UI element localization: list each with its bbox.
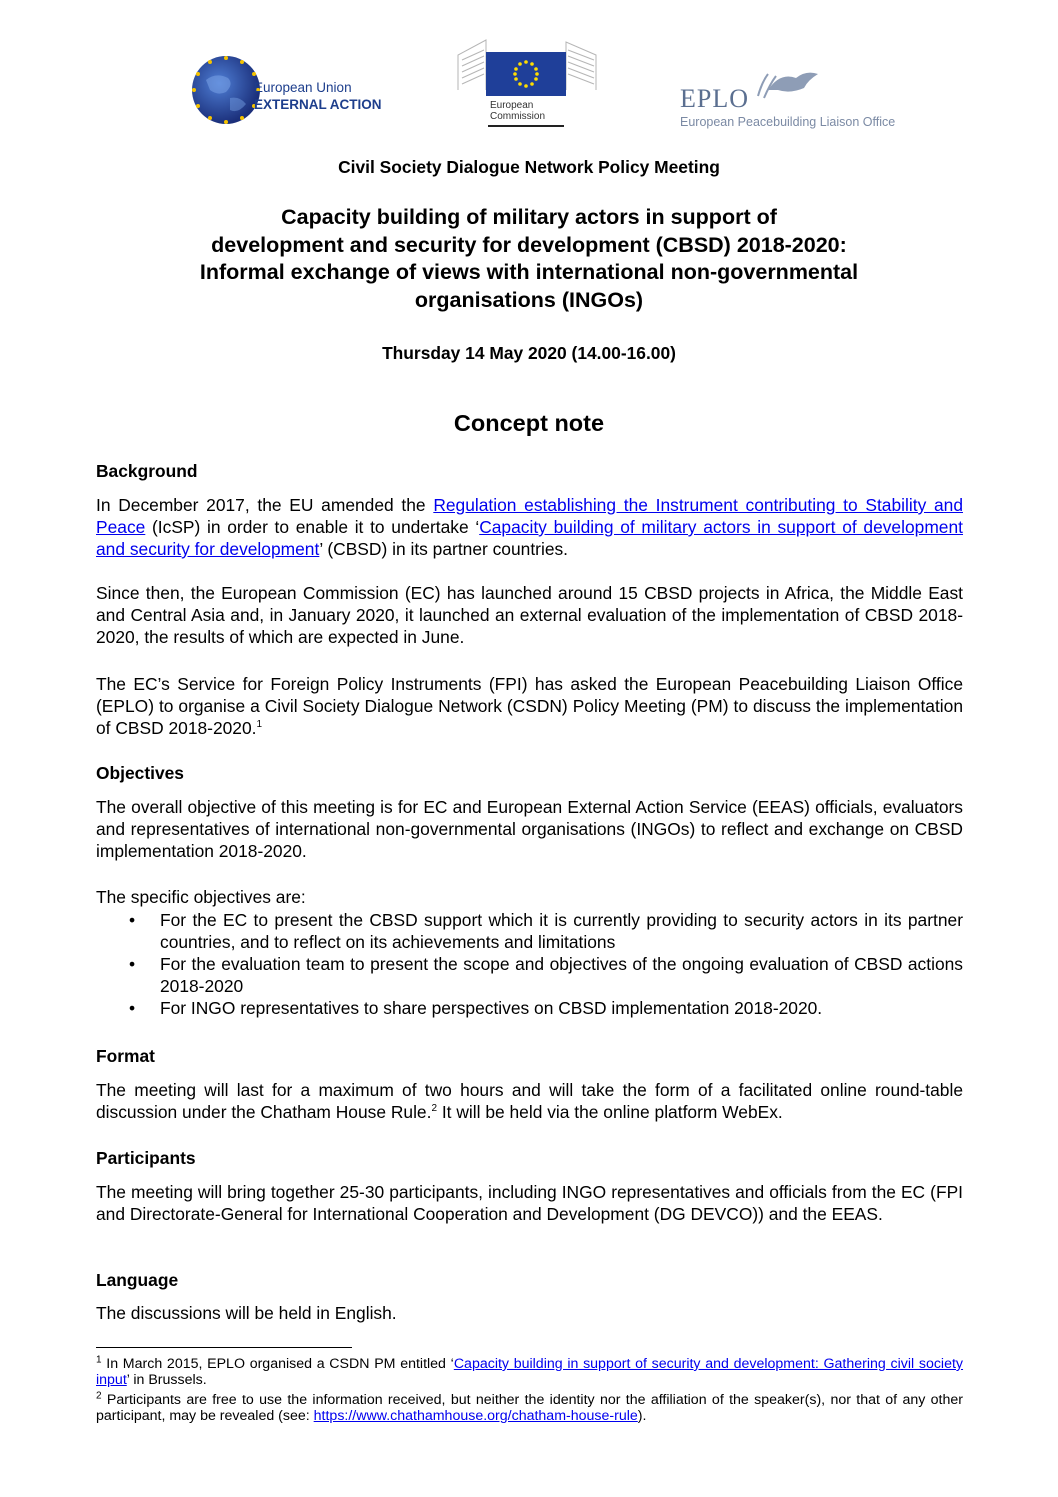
network-heading: Civil Society Dialogue Network Policy Meeting — [338, 157, 720, 177]
icsp-regulation-link[interactable]: Regulation establishing the Instrument contributing to Stability and Peace — [96, 495, 963, 537]
background-paragraph-3 — [96, 673, 963, 739]
eplo-subtitle: European Peacebuilding Liaison Office — [680, 115, 896, 129]
cbsd-link[interactable]: Capacity building of military actors in support of development and security for development — [96, 517, 963, 559]
european-commission-logo — [456, 30, 600, 128]
eplo-logo — [678, 60, 898, 132]
title-line: development and security for development (CBSD) 2018-2020: — [211, 232, 847, 257]
background-paragraph-2: Since then, the European Commission (EC) has launched around 15 CBSD projects in Africa, the Middle East and Central Asia and, in January 2020, it launched an external evaluation of the implementation of CBSD 2018-2020, the results of which are expected in June. — [96, 583, 963, 647]
footnote-ref[interactable]: 1 — [256, 719, 263, 731]
eu-logo-line2: EXTERNAL ACTION — [254, 97, 382, 112]
list-item-text: For the EC to present the CBSD support which it is currently providing to security actors in its partner countries, and to reflect on its achievements and limitations — [160, 910, 963, 952]
meeting-date: Thursday 14 May 2020 (14.00-16.00) — [382, 343, 676, 363]
text: (IcSP) in order to enable it to undertake ‘ — [145, 517, 480, 537]
text: In December 2017, the EU amended the — [96, 495, 434, 515]
text: ’ in Brussels. — [126, 1372, 207, 1388]
bullet-icon: • — [129, 954, 136, 974]
title-line: organisations (INGOs) — [414, 287, 644, 312]
page-title — [0, 204, 1058, 314]
text: The meeting will last for a maximum of two hours and will take the form of a facilitated online round-table discussion under the Chatham House Rule. — [96, 1080, 963, 1122]
list-item — [96, 909, 963, 953]
text: It will be held via the online platform WebEx. — [437, 1102, 783, 1122]
eu-logo-line1: European Union — [254, 80, 352, 95]
list-item-text: For the evaluation team to present the scope and objectives of the ongoing evaluation of CBSD actions 2018-2020 — [160, 954, 963, 996]
text: The EC’s Service for Foreign Policy Instruments (FPI) has asked the European Peacebuilding Liaison Office (EPLO) to organise a Civil Society Dialogue Network (CSDN) Policy Meeting (PM) to discuss the implementation of CBSD 2018-2020. — [96, 674, 963, 738]
format-paragraph — [96, 1079, 963, 1123]
footnote-number: 2 — [96, 1390, 102, 1402]
bullet-icon: • — [129, 998, 136, 1018]
footnote-1 — [96, 1356, 963, 1388]
objectives-list — [96, 909, 963, 1019]
participants-heading: Participants — [96, 1148, 196, 1168]
footnote-number: 1 — [96, 1354, 102, 1366]
eplo-name: EPLO — [680, 84, 749, 113]
format-heading: Format — [96, 1046, 155, 1066]
text: In March 2015, EPLO organised a CSDN PM entitled ‘ — [101, 1356, 454, 1372]
background-heading: Background — [96, 461, 198, 481]
footnote-separator — [96, 1347, 352, 1348]
commission-line2: Commission — [490, 111, 546, 122]
csdn-pm-2015-link[interactable]: Capacity building in support of security and development: Gathering civil society input — [96, 1356, 964, 1388]
footnote-ref[interactable]: 2 — [431, 1103, 438, 1115]
objectives-intro: The specific objectives are: — [96, 887, 306, 907]
text: ’ (CBSD) in its partner countries. — [319, 539, 569, 559]
participants-paragraph: The meeting will bring together 25-30 participants, including INGO representatives and officials from the EC (FPI and Directorate-General for International Cooperation and Development (DG DEVCO)) and the EEAS. — [96, 1182, 963, 1224]
chatham-house-rule-link[interactable]: https://www.chathamhouse.org/chatham-house-rule — [313, 1408, 638, 1424]
language-heading: Language — [96, 1270, 179, 1290]
list-item-text: For INGO representatives to share perspectives on CBSD implementation 2018-2020. — [160, 998, 823, 1018]
background-paragraph-1 — [96, 494, 963, 560]
footnote-2 — [96, 1392, 963, 1424]
title-line: Informal exchange of views with international non-governmental — [199, 260, 859, 284]
objectives-heading: Objectives — [96, 763, 184, 783]
objectives-paragraph: The overall objective of this meeting is for EC and European External Action Service (EEAS) officials, evaluators and representatives of international non-governmental organisations (INGOs) to reflect and exchange on CBSD implementation 2018-2020. — [96, 797, 963, 861]
eu-external-action-logo — [188, 52, 428, 128]
commission-line1: European — [490, 100, 534, 111]
text: ). — [637, 1408, 647, 1424]
list-item — [96, 953, 963, 997]
language-paragraph: The discussions will be held in English. — [96, 1303, 397, 1323]
doc-type-heading: Concept note — [453, 410, 605, 436]
list-item — [96, 997, 963, 1019]
bullet-icon: • — [129, 910, 136, 930]
title-line: Capacity building of military actors in support of — [281, 205, 777, 229]
text: Participants are free to use the information received, but neither the identity nor the affiliation of the speaker(s), nor that of any other participant, may be revealed (see: — [96, 1392, 963, 1424]
